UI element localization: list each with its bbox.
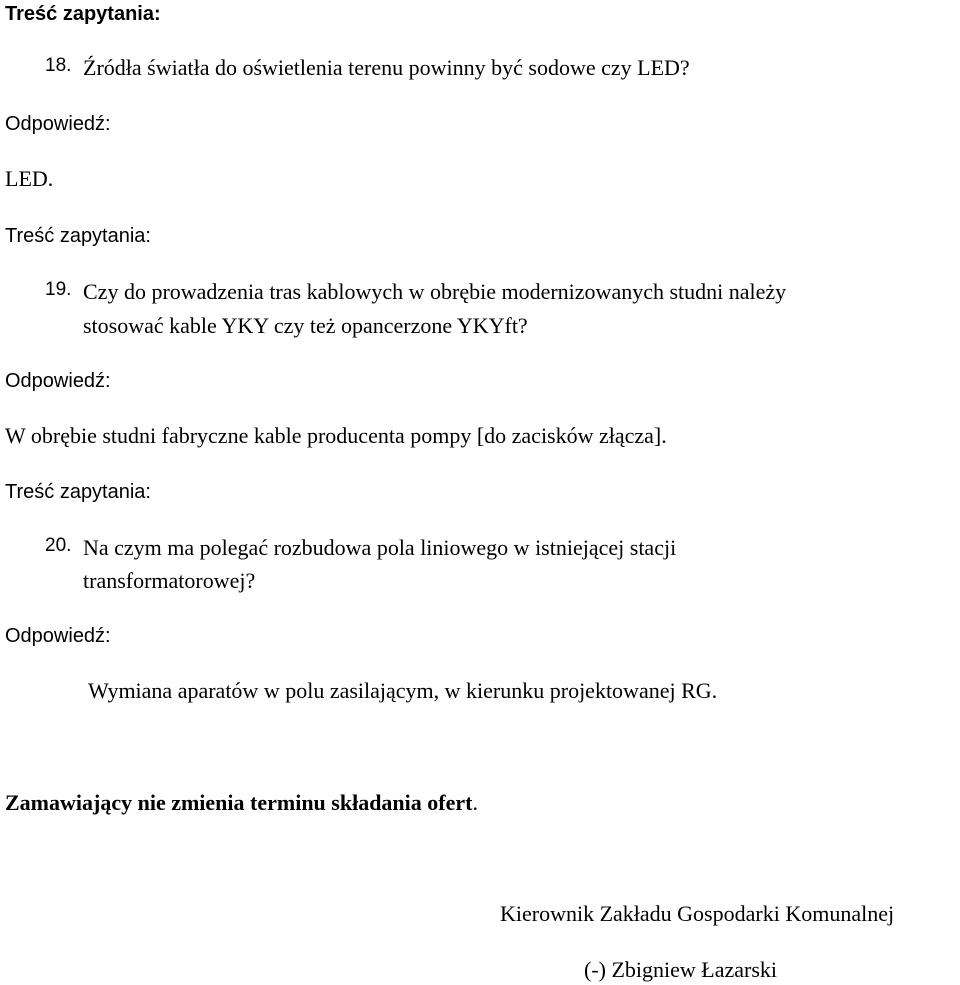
answer-text: LED.: [5, 166, 54, 191]
question-number: 19.: [45, 279, 72, 300]
answer-text: Wymiana aparatów w polu zasilającym, w kierunku projektowanej RG.: [88, 678, 718, 703]
question-heading: Treść zapytania:: [5, 225, 151, 247]
question-text: Źródła światła do oświetlenia terenu powinny być sodowe czy LED?: [83, 55, 690, 80]
signature-title: Kierownik Zakładu Gospodarki Komunalnej: [500, 901, 895, 926]
notice-period: .: [472, 790, 478, 815]
notice-text: Zamawiający nie zmienia terminu składania ofert: [5, 790, 473, 815]
question-text-line-2: stosować kable YKY czy też opancerzone YKYft?: [83, 313, 528, 338]
signature-name: (-) Zbigniew Łazarski: [584, 957, 778, 982]
answer-heading: Odpowiedź:: [5, 113, 111, 135]
notice: [5, 789, 478, 817]
answer-text: W obrębie studni fabryczne kable producenta pompy [do zacisków złącza].: [5, 423, 667, 448]
question-number: 20.: [45, 535, 72, 556]
question-number: 18.: [45, 55, 72, 76]
answer-heading: Odpowiedź:: [5, 625, 111, 647]
question-heading: Treść zapytania:: [5, 3, 161, 25]
answer-heading: Odpowiedź:: [5, 370, 111, 392]
question-text-line-1: Czy do prowadzenia tras kablowych w obrębie modernizowanych studni należy: [83, 279, 787, 304]
question-text-line-2: transformatorowej?: [83, 568, 256, 593]
question-text-line-1: Na czym ma polegać rozbudowa pola liniowego w istniejącej stacji: [83, 535, 677, 560]
question-heading: Treść zapytania:: [5, 481, 151, 503]
